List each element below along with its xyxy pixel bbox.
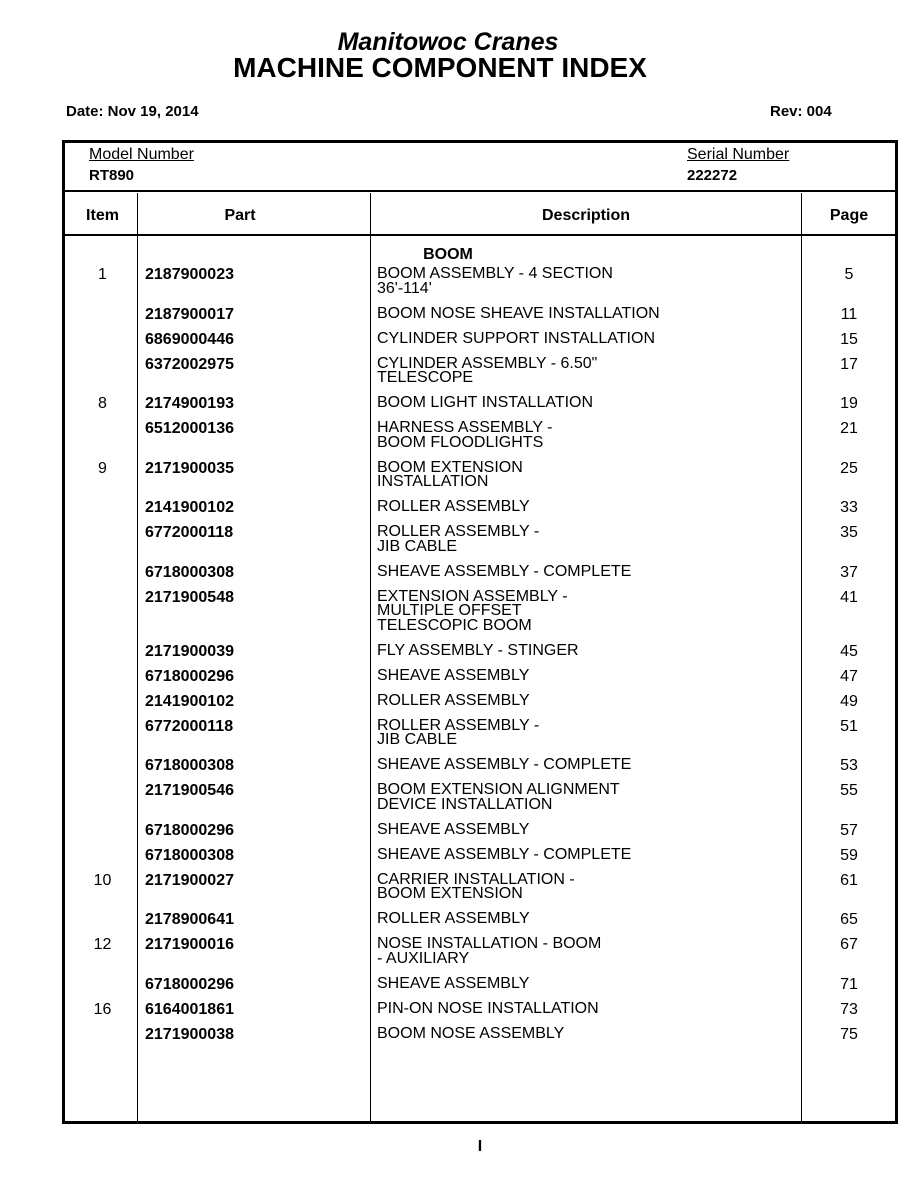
row-part-number: 2171900546: [145, 782, 234, 799]
row-description: [377, 666, 797, 684]
row-description: [377, 820, 797, 838]
row-page-number: 55: [840, 782, 858, 799]
row-page-number: 53: [840, 757, 858, 774]
row-description-line: ROLLER ASSEMBLY: [377, 691, 530, 709]
row-description-line: BOOM LIGHT INSTALLATION: [377, 394, 594, 411]
row-description-line: CYLINDER SUPPORT INSTALLATION: [377, 329, 655, 347]
row-description-line: SHEAVE ASSEMBLY: [377, 974, 530, 992]
row-description-line: SHEAVE ASSEMBLY: [377, 820, 530, 838]
row-part-number: 6512000136: [145, 420, 234, 437]
row-description: [377, 304, 797, 322]
row-page-number: 73: [840, 1000, 858, 1018]
row-page-number: 57: [840, 821, 858, 839]
row-page-number: 5: [844, 266, 854, 283]
row-description-line: BOOM NOSE SHEAVE INSTALLATION: [377, 304, 660, 322]
row-description-line: ROLLER ASSEMBLY -: [377, 716, 540, 734]
row-description: [377, 329, 797, 347]
row-part-number: 2171900035: [145, 459, 234, 477]
row-description: [377, 354, 797, 386]
row-description-line: CARRIER INSTALLATION -: [377, 870, 575, 888]
row-description: [377, 716, 797, 748]
row-page-number: 65: [840, 911, 858, 928]
row-description-line: TELESCOPIC BOOM: [377, 616, 532, 634]
model-number-label: Model Number: [89, 146, 194, 163]
row-page-number: 49: [840, 692, 858, 710]
row-page-number: 41: [840, 588, 858, 606]
row-part-number: 6718000308: [145, 563, 234, 581]
row-part-number: 2171900027: [145, 871, 234, 889]
row-description: [377, 421, 797, 450]
row-description-line: ROLLER ASSEMBLY: [377, 498, 530, 515]
row-description: [377, 974, 797, 992]
row-description-line: 36'-114': [377, 279, 432, 297]
row-description: [377, 500, 797, 515]
row-description: [377, 691, 797, 709]
row-page-number: 61: [840, 871, 858, 889]
row-page-number: 51: [840, 717, 858, 735]
row-page-number: 71: [840, 975, 858, 993]
column-header-description: Description: [541, 207, 630, 224]
row-item-number: 12: [93, 936, 112, 953]
row-part-number: 6718000308: [145, 846, 234, 864]
row-part-number: 2171900548: [145, 588, 234, 606]
row-description: [377, 267, 797, 296]
row-description-line: BOOM NOSE ASSEMBLY: [377, 1024, 565, 1042]
column-divider-part: [370, 193, 371, 1121]
row-description-line: ROLLER ASSEMBLY: [377, 910, 530, 927]
row-item-number: 8: [98, 395, 107, 412]
row-item-number: 10: [93, 871, 112, 889]
row-description-line: TELESCOPE: [377, 369, 474, 386]
row-page-number: 75: [840, 1025, 858, 1043]
row-description-line: JIB CABLE: [377, 731, 458, 748]
row-description: [377, 458, 797, 490]
row-description-line: SHEAVE ASSEMBLY - COMPLETE: [377, 562, 632, 580]
row-description: [377, 783, 797, 812]
row-description: [377, 396, 797, 411]
row-part-number: 2171900039: [145, 642, 234, 660]
row-part-number: 2174900193: [145, 395, 234, 412]
row-description-line: CYLINDER ASSEMBLY - 6.50": [377, 354, 598, 372]
row-description: [377, 758, 797, 773]
row-description-line: MULTIPLE OFFSET: [377, 602, 522, 619]
column-header-page: Page: [829, 207, 869, 224]
row-part-number: 2187900017: [145, 305, 234, 323]
row-item-number: 9: [98, 459, 107, 477]
row-description-line: BOOM EXTENSION: [377, 458, 523, 476]
row-description: [377, 845, 797, 863]
row-description: [377, 999, 797, 1017]
row-page-number: 19: [840, 395, 858, 412]
row-description-line: BOOM FLOODLIGHTS: [377, 433, 544, 451]
row-description-line: NOSE INSTALLATION - BOOM: [377, 935, 602, 952]
row-part-number: 2141900102: [145, 692, 234, 710]
row-description-line: ROLLER ASSEMBLY -: [377, 523, 540, 540]
column-header-divider: [65, 234, 895, 236]
row-page-number: 21: [840, 420, 858, 437]
row-description: [377, 587, 797, 634]
column-header-part: Part: [224, 207, 256, 224]
page-title: MACHINE COMPONENT INDEX: [233, 52, 647, 83]
row-part-number: 2171900016: [145, 936, 234, 953]
row-description-line: BOOM EXTENSION ALIGNMENT: [377, 781, 620, 798]
row-description-line: BOOM ASSEMBLY - 4 SECTION: [377, 265, 613, 282]
row-part-number: 6164001861: [145, 1000, 234, 1018]
revision-label: Rev: 004: [770, 103, 832, 120]
row-description-line: HARNESS ASSEMBLY -: [377, 419, 553, 436]
row-description: [377, 562, 797, 580]
component-table: [62, 140, 898, 1124]
row-page-number: 17: [840, 355, 858, 373]
row-part-number: 2187900023: [145, 266, 234, 283]
row-part-number: 6772000118: [145, 524, 234, 541]
row-description-line: BOOM EXTENSION: [377, 885, 523, 902]
serial-number-value: 222272: [687, 167, 738, 184]
row-description: [377, 912, 797, 927]
row-page-number: 35: [840, 524, 858, 541]
row-page-number: 11: [840, 305, 858, 323]
row-description-line: PIN-ON NOSE INSTALLATION: [377, 999, 599, 1017]
serial-number-label: Serial Number: [687, 146, 790, 163]
row-description-line: - AUXILIARY: [377, 949, 470, 967]
row-page-number: 67: [840, 936, 858, 953]
page-number: I: [477, 1138, 483, 1155]
company-title: Manitowoc Cranes: [337, 28, 559, 56]
row-description-line: EXTENSION ASSEMBLY -: [377, 587, 568, 605]
row-description-line: SHEAVE ASSEMBLY - COMPLETE: [377, 756, 632, 773]
row-part-number: 6718000296: [145, 821, 234, 839]
row-page-number: 59: [840, 846, 858, 864]
row-page-number: 15: [840, 330, 858, 348]
row-description: [377, 870, 797, 902]
row-part-number: 6869000446: [145, 330, 234, 348]
row-part-number: 6718000296: [145, 667, 234, 685]
row-part-number: 2178900641: [145, 911, 234, 928]
row-page-number: 37: [840, 563, 858, 581]
row-description-line: SHEAVE ASSEMBLY: [377, 666, 530, 684]
row-part-number: 6772000118: [145, 717, 234, 735]
row-description: [377, 641, 797, 659]
date-label: Date: Nov 19, 2014: [66, 103, 199, 120]
row-description-line: DEVICE INSTALLATION: [377, 795, 553, 813]
row-part-number: 2141900102: [145, 499, 234, 516]
model-number-value: RT890: [89, 167, 135, 184]
row-part-number: 6372002975: [145, 355, 234, 373]
column-header-item: Item: [86, 207, 119, 224]
row-part-number: 6718000296: [145, 975, 234, 993]
row-description-line: FLY ASSEMBLY - STINGER: [377, 641, 579, 659]
row-description-line: JIB CABLE: [377, 537, 458, 555]
row-page-number: 45: [840, 642, 858, 660]
header-divider: [65, 190, 895, 192]
row-page-number: 33: [840, 499, 858, 516]
section-heading: BOOM: [423, 246, 473, 263]
row-description: [377, 937, 797, 966]
row-description: [377, 1024, 797, 1042]
row-item-number: 16: [93, 1000, 112, 1018]
row-part-number: 2171900038: [145, 1025, 234, 1043]
column-divider-description: [801, 193, 802, 1121]
row-description-line: SHEAVE ASSEMBLY - COMPLETE: [377, 845, 632, 863]
row-description-line: INSTALLATION: [377, 473, 489, 490]
row-item-number: 1: [98, 266, 107, 283]
row-page-number: 47: [840, 667, 858, 685]
row-page-number: 25: [840, 459, 858, 477]
row-description: [377, 525, 797, 554]
column-divider-item: [137, 193, 138, 1121]
row-part-number: 6718000308: [145, 757, 234, 774]
